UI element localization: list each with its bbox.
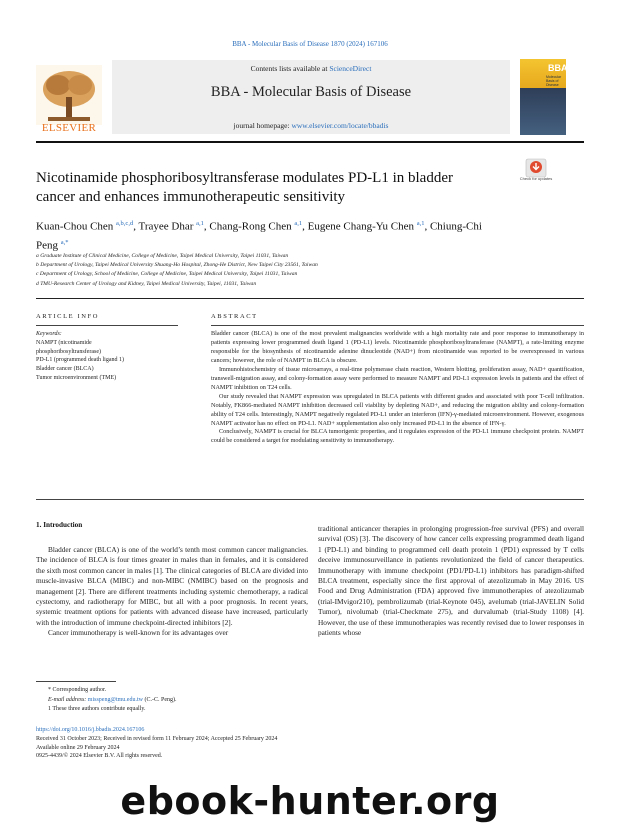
keyword: NAMPT (nicotinamide	[36, 339, 92, 346]
body-column-left	[36, 545, 308, 639]
affiliation-item: d TMU-Research Center of Urology and Kidney, Taipei Medical University, Taipei, 11031, Taiwan	[36, 280, 257, 287]
author-affiliation-marker[interactable]: a,1	[294, 220, 303, 227]
received-dates: Received 31 October 2023; Received in revised form 11 February 2024; Accepted 25 February 2024	[36, 735, 278, 742]
footnote-rule	[36, 681, 116, 682]
article-info-rule	[36, 325, 178, 326]
header-divider	[36, 141, 584, 143]
introduction-heading: 1. Introduction	[36, 521, 83, 529]
elsevier-tree-logo	[36, 58, 102, 132]
available-date: Available online 29 February 2024	[36, 744, 120, 751]
affiliations	[36, 252, 584, 289]
body-column-right	[318, 524, 584, 638]
email-note	[48, 696, 448, 706]
email-link[interactable]: misspeng@tmu.edu.tw	[87, 696, 143, 703]
author-name[interactable]: Chang-Rong Chen	[209, 220, 292, 233]
author-separator: ,	[133, 220, 139, 233]
homepage-link[interactable]: www.elsevier.com/locate/bbadis	[291, 121, 389, 130]
abstract-heading: ABSTRACT	[211, 313, 258, 320]
affiliation-item: a Graduate Institute of Clinical Medicine, College of Medicine, Taipei Medical University, Taipei 11031, Taiwan	[36, 253, 289, 259]
author-separator: ,	[302, 220, 308, 233]
copyright-line: 0925-4439/© 2024 Elsevier B.V. All rights reserved.	[36, 753, 163, 760]
publication-info	[36, 726, 436, 761]
corresponding-author-note: * Corresponding author.	[48, 687, 107, 693]
keyword: Bladder cancer (BLCA)	[36, 366, 94, 373]
journal-name: BBA - Molecular Basis of Disease	[210, 84, 412, 100]
abstract-rule	[211, 325, 584, 326]
watermark: ebook-hunter.org	[120, 779, 500, 823]
email-label: E-mail address:	[48, 696, 88, 703]
doi-link[interactable]: https://doi.org/10.1016/j.bbadis.2024.167106	[36, 727, 145, 733]
footnotes	[48, 686, 448, 715]
body-paragraph: Cancer immunotherapy is well-known for its advantages over	[48, 628, 229, 638]
article-title: Nicotinamide phosphoribosyltransferase modulates PD-L1 in bladder cancer and enhances immunotherapeutic sensitivity	[36, 170, 453, 205]
check-for-updates-label[interactable]: Check for updates	[519, 176, 553, 181]
keyword: phosphoribosyltransferase)	[36, 348, 101, 355]
abstract-paragraph: Bladder cancer (BLCA) is one of the most prevalent malignancies worldwide with a high mortality rate and poor response to immunotherapy in patients expressing lower programmed death ligand 1 (PD-L1) levels. Nicotinamide phosphoribosyltransferase (NAMPT), a rate-limiting enzyme responsible for the biosynthesis of nicotinamide adenine dinucleotide (NAD+) from nicotinamide was reported to be overexpressed in various cancers; however, the role of NAMPT in BLCA is obscure.	[211, 330, 584, 364]
author-name[interactable]: Trayee Dhar	[138, 220, 194, 233]
body-paragraph: traditional anticancer therapies in prolonging progression-free survival (PFS) and overall survival (OS) [3]. The discovery of how cancer cells expressing programmed death ligand 1 (PD-L1) and binding to programmed cell death protein 1 (PD1) expressed by T cells deceive immunosurveillance in patients revolutionized the field of cancer therapeutics. Immunotherapy with immune checkpoint (PD1/PD-L1) inhibitors has paradigm-shifted BLCA treatment, especially since the first approval of atezolizumab in May 2016. US Food and Drug Administration (FDA) approved five immunotherapies of atezolizumab (trial-IMvigor210), pembrolizumab (trial-Keynote 045), avelumab (trial-JAVELIN Solid Tumor), nivolumab (trial-Checkmate 275), and durvalumab (trial-Study 1108) [4]. However, the use of these immunotherapies was recently revised due to lower responses in patients whose	[318, 524, 584, 638]
journal-reference[interactable]: BBA - Molecular Basis of Disease 1870 (2024) 167106	[232, 40, 388, 48]
author-affiliation-marker[interactable]: a,1	[416, 220, 425, 227]
author-list	[36, 216, 506, 253]
cover-title: BBA	[548, 63, 568, 73]
author-name[interactable]: Eugene Chang-Yu Chen	[307, 220, 414, 233]
author-affiliation-marker[interactable]: a,b,c,d	[116, 220, 134, 227]
publisher-logo-text: ELSEVIER	[41, 122, 97, 134]
affiliation-item: b Department of Urology, Taipei Medical University Shuang-Ho Hospital, Zhong-He District, New Taipei City 23561, Taiwan	[36, 262, 318, 269]
keywords-block	[36, 330, 178, 383]
abstract-paragraph: Immunohistochemistry of tissue microarrays, a real-time polymerase chain reaction, Western blotting, proliferation assay, NAD+ quantification, transwell-migration assay, and colony-formation assay were performed to measure NAMPT and PD-L1 expression levels in patients and the effect of NAMPT inhibition on T24 cells.	[211, 365, 584, 391]
sciencedirect-link[interactable]: ScienceDirect	[329, 64, 372, 73]
keywords-title: Keywords:	[36, 331, 62, 337]
author-affiliation-marker[interactable]: a,1	[196, 220, 204, 227]
keyword: Tumor microenvironment (TME)	[36, 374, 117, 381]
section-divider	[36, 298, 584, 299]
contents-line	[112, 64, 510, 73]
author-name[interactable]: Chiung-Chi Peng	[36, 220, 482, 252]
author-separator: ,	[203, 220, 210, 233]
author-name[interactable]: Kuan-Chou Chen	[36, 220, 114, 233]
abstract-paragraph: Conclusively, NAMPT is crucial for BLCA tumorigenic properties, and it regulates expression of the PD-L1 immune checkpoint protein. NAMPT could be considered a target for modulating sensitivity to immunotherapy.	[211, 428, 584, 445]
abstract-text	[211, 330, 584, 446]
abstract-paragraph: Our study revealed that NAMPT expression was upregulated in BLCA patients with different grades and associated with poor T-cell infiltration. Notably, FK866-mediated NAMPT inhibition decreased cell viability by depleting NAD+, and reducing the migration ability and colony-formation ability of T24 cells. Interestingly, NAMPT negatively regulated PD-L1 under an interferon (IFN)-γ-mediated microenvironment. However, exogenous NAMPT activator has no effect on PD-L1. NAD+ supplementation also only increased PD-L1 in the absence of IFN-γ.	[211, 392, 584, 427]
keyword: PD-L1 (programmed death ligand 1)	[36, 357, 124, 364]
equal-contribution-note: 1 These three authors contribute equally.	[48, 706, 146, 713]
abstract-bottom-rule	[36, 499, 584, 500]
author-separator: ,	[424, 220, 428, 233]
body-paragraph: Bladder cancer (BLCA) is one of the world’s tenth most common cancer malignancies. The incidence of BLCA is four times greater in males than in females, and it is considered the sixth most common cancer in males [1]. The clinical categories of BLCA are divided into muscle-invasive BLCA (MIBC) and non-MIBC (NMIBC) based on the prognosis and management [2]. There are different treatments including systemic chemotherapy, a radical cystectomy, and radiotherapy for MIBC, but all with a poor prognosis. In recent years, systemic treatment options for patients with advanced disease have increased, particularly with the introduction of immune checkpoint-directed inhibitors [2].	[36, 545, 308, 627]
author-affiliation-marker[interactable]: a,*	[60, 238, 69, 246]
affiliation-item: c Department of Urology, School of Medicine, College of Medicine, Taipei Medical University, Taipei 11031, Taiwan	[36, 271, 298, 278]
article-info-heading: ARTICLE INFO	[36, 313, 100, 320]
cover-subtitle: Molecular Basis of Disease	[546, 75, 562, 87]
homepage-prefix: journal homepage:	[233, 121, 292, 130]
homepage-line	[112, 121, 510, 130]
email-suffix: (C.-C. Peng).	[142, 696, 177, 703]
contents-prefix: Contents lists available at	[250, 64, 330, 73]
